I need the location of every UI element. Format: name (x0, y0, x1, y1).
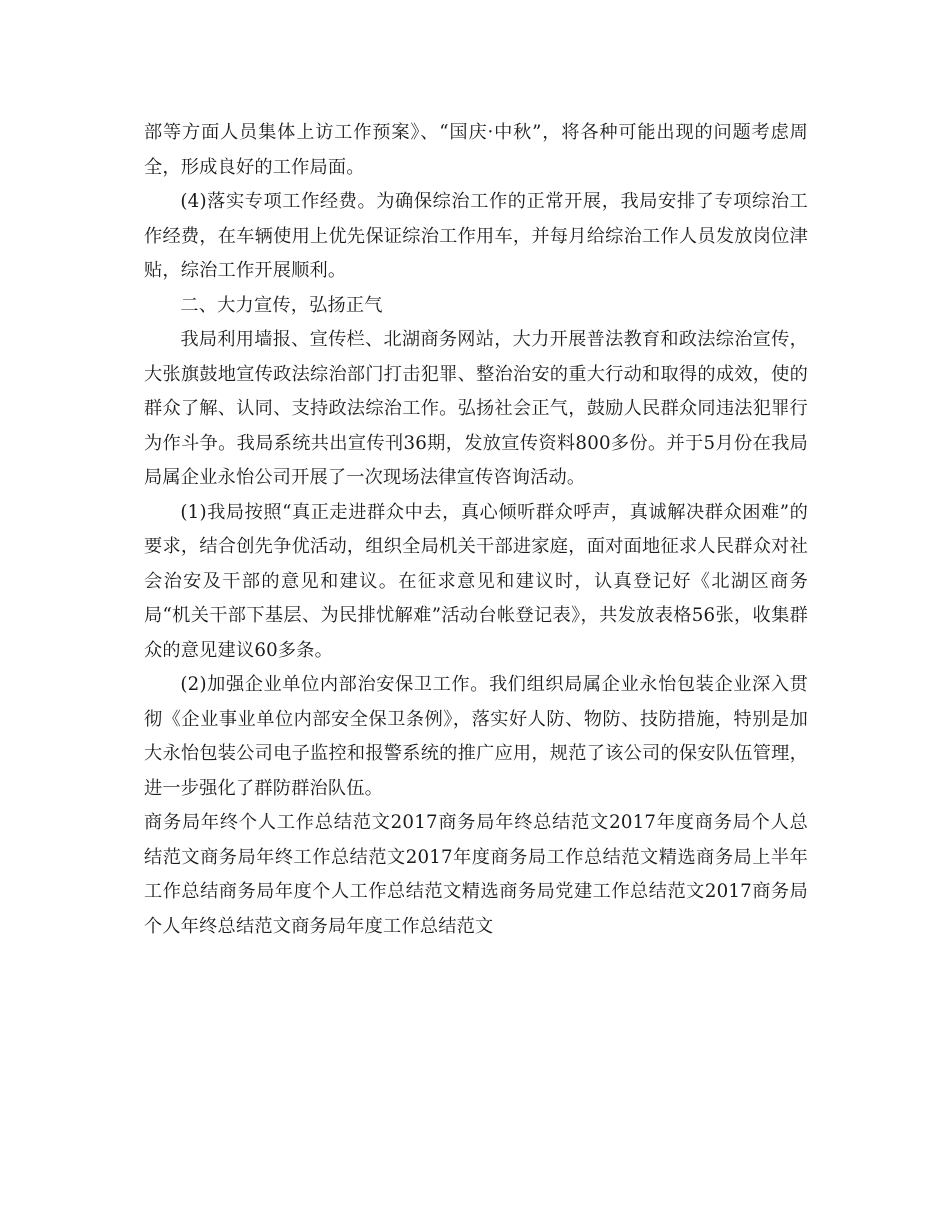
paragraph-internal-security: (2)加强企业单位内部治安保卫工作。我们组织局属企业永怡包装企业深入贯彻《企业事业单位内部安全保卫条例》，落实好人防、物防、技防措施，特别是加大永怡包装公司电子监控和报警系统的推广应用，规范了该公司的保安队伍管理，进一步强化了群防群治队伍。 (144, 674, 808, 799)
paragraph-publicity: 我局利用墙报、宣传栏、北湖商务网站，大力开展普法教育和政法综治宣传，大张旗鼓地宣传政法综治部门打击犯罪、整治治安的重大行动和取得的成效，使的群众了解、认同、支持政法综治工作。弘扬社会正气，鼓励人民群众同违法犯罪行为作斗争。我局系统共出宣传刊36期，发放宣传资料800多份。并于5月份在我局局属企业永怡公司开展了一次现场法律宣传咨询活动。 (144, 329, 808, 488)
document-body (144, 116, 808, 944)
related-titles: 商务局年终个人工作总结范文2017商务局年终总结范文2017年度商务局个人总结范文商务局年终工作总结范文2017年度商务局工作总结范文精选商务局上半年工作总结商务局年度个人工作总结范文精选商务局党建工作总结范文2017商务局个人年终总结范文商务局年度工作总结范文 (144, 812, 808, 937)
paragraph-outreach: (1)我局按照“真正走进群众中去，真心倾听群众呼声，真诚解决群众困难”的要求，结合创先争优活动，组织全局机关干部进家庭，面对面地征求人民群众对社会治安及干部的意见和建议。在征求意见和建议时，认真登记好《北湖区商务局“机关干部下基层、为民排忧解难”活动台帐登记表》，共发放表格56张，收集群众的意见建议60多条。 (144, 501, 808, 661)
paragraph-funding: (4)落实专项工作经费。为确保综治工作的正常开展，我局安排了专项综治工作经费，在车辆使用上优先保证综治工作用车，并每月给综治工作人员发放岗位津贴，综治工作开展顺利。 (144, 191, 808, 281)
section-heading-publicity: 二、大力宣传，弘扬正气 (180, 294, 383, 316)
paragraph-continuation: 部等方面人员集体上访工作预案》、“国庆·中秋”，将各种可能出现的问题考虑周全，形成良好的工作局面。 (144, 122, 808, 178)
